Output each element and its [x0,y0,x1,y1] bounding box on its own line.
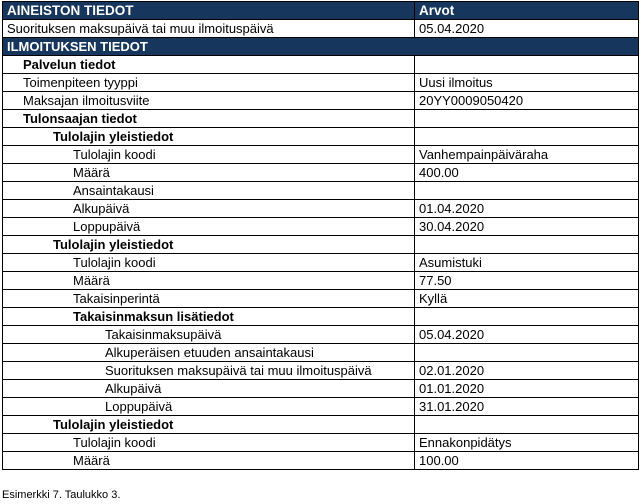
header-label-cell: AINEISTON TIEDOT [3,2,415,20]
row-label: Alkuperäisen etuuden ansaintakausi [3,344,415,362]
row-value: 02.01.2020 [415,362,639,380]
table-row [3,380,639,398]
group-label: Tulolajin yleistiedot [3,236,415,254]
table-row [3,344,639,362]
row-label: Suorituksen maksupäivä tai muu ilmoituspäivä [3,20,415,38]
header-value-cell: Arvot [415,2,639,20]
row-value: 20YY0009050420 [415,92,639,110]
table-row [3,110,639,128]
row-label: Tulolajin koodi [3,434,415,452]
table-row [3,182,639,200]
data-table [2,1,639,470]
row-value [415,56,639,74]
table-row [3,254,639,272]
row-value: 01.01.2020 [415,380,639,398]
row-label: Takaisinmaksupäivä [3,326,415,344]
row-value [415,110,639,128]
group-label: Tulolajin yleistiedot [3,416,415,434]
table-caption: Esimerkki 7. Taulukko 3. [2,489,121,501]
row-label: Määrä [3,164,415,182]
table-row [3,362,639,380]
row-value: 100.00 [415,452,639,470]
table-row [3,200,639,218]
row-label: Tulolajin koodi [3,146,415,164]
table-row [3,218,639,236]
row-value: 400.00 [415,164,639,182]
table-row [3,128,639,146]
table-row [3,452,639,470]
row-value [415,308,639,326]
row-value: 77.50 [415,272,639,290]
table-row [3,416,639,434]
group-label: Tulonsaajan tiedot [3,110,415,128]
row-value: Vanhempainpäiväraha [415,146,639,164]
row-label: Toimenpiteen tyyppi [3,74,415,92]
table-row [3,74,639,92]
row-value: Uusi ilmoitus [415,74,639,92]
table-row [3,434,639,452]
table-header-row [3,2,639,20]
group-label: Tulolajin yleistiedot [3,128,415,146]
row-value [415,416,639,434]
row-value [415,128,639,146]
table-row [3,164,639,182]
row-label: Maksajan ilmoitusviite [3,92,415,110]
row-label: Määrä [3,452,415,470]
table-row [3,146,639,164]
row-value: Asumistuki [415,254,639,272]
row-label: Suorituksen maksupäivä tai muu ilmoituspäivä [3,362,415,380]
row-value: Ennakonpidätys [415,434,639,452]
group-label: Palvelun tiedot [3,56,415,74]
row-label: Takaisinperintä [3,290,415,308]
table-row [3,272,639,290]
row-value [415,236,639,254]
row-value: 30.04.2020 [415,218,639,236]
row-label: Loppupäivä [3,398,415,416]
table-row [3,20,639,38]
row-value: 31.01.2020 [415,398,639,416]
row-value [415,344,639,362]
row-label: Alkupäivä [3,380,415,398]
table-row [3,398,639,416]
row-value: 05.04.2020 [415,326,639,344]
row-value: Kyllä [415,290,639,308]
row-value [415,182,639,200]
table-row [3,92,639,110]
row-value: 05.04.2020 [415,20,639,38]
row-label: Määrä [3,272,415,290]
row-label: Alkupäivä [3,200,415,218]
table-row [3,236,639,254]
table-row [3,290,639,308]
table-row [3,308,639,326]
section-header-row [3,38,639,56]
row-value: 01.04.2020 [415,200,639,218]
table-row [3,56,639,74]
group-label: Takaisinmaksun lisätiedot [3,308,415,326]
row-label: Tulolajin koodi [3,254,415,272]
section-title: ILMOITUKSEN TIEDOT [3,38,639,56]
row-label: Loppupäivä [3,218,415,236]
row-label: Ansaintakausi [3,182,415,200]
table-row [3,326,639,344]
